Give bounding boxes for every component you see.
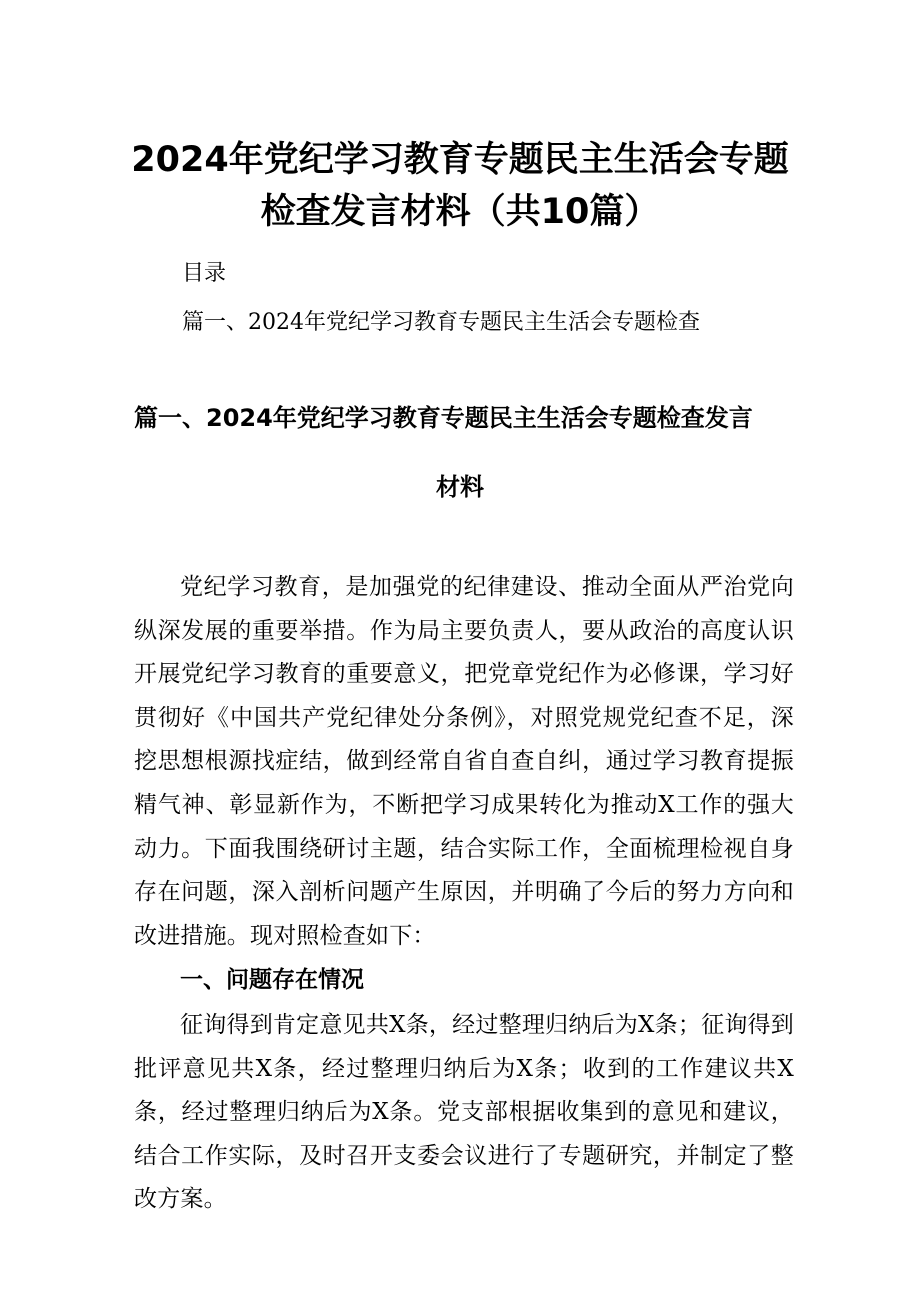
document-title-line-1: 2024年党纪学习教育专题民主生活会专题: [131, 140, 789, 180]
body-paragraph-1: 党纪学习教育，是加强党的纪律建设、推动全面从严治党向纵深发展的重要举措。作为局主要负责人，要从政治的高度认识开展党纪学习教育的重要意义，把党章党纪作为必修课，学习好贯彻好《中国共产党纪律处分条例》，对照党规党纪查不足，深挖思想根源找症结，做到经常自省自查自纠，通过学习教育提振精气神、彰显新作为，不断把学习成果转化为推动X工作的强大动力。下面我围绕研讨主题，结合实际工作，全面梳理检视自身存在问题，深入剖析问题产生原因，并明确了今后的努力方向和改进措施。现对照检查如下：: [134, 574, 794, 949]
body-paragraph-2: 征询得到肯定意见共X条，经过整理归纳后为X条；征询得到批评意见共X条，经过整理归纳后为X条；收到的工作建议共X条，经过整理归纳后为X条。党支部根据收集到的意见和建议，结合工作实际，及时召开支委会议进行了专题研究，并制定了整改方案。: [134, 1012, 794, 1213]
section-title-line-1: 篇一、2024年党纪学习教育专题民主生活会专题检查发言: [134, 404, 753, 432]
section-title-line-2: 材料: [436, 473, 484, 501]
document-title-line-2: 检查发言材料（共10篇）: [260, 192, 660, 232]
toc-item-1[interactable]: 篇一、2024年党纪学习教育专题民主生活会专题检查: [182, 310, 700, 335]
toc-heading: 目录: [182, 261, 227, 286]
subheading-issues: 一、问题存在情况: [180, 967, 364, 993]
